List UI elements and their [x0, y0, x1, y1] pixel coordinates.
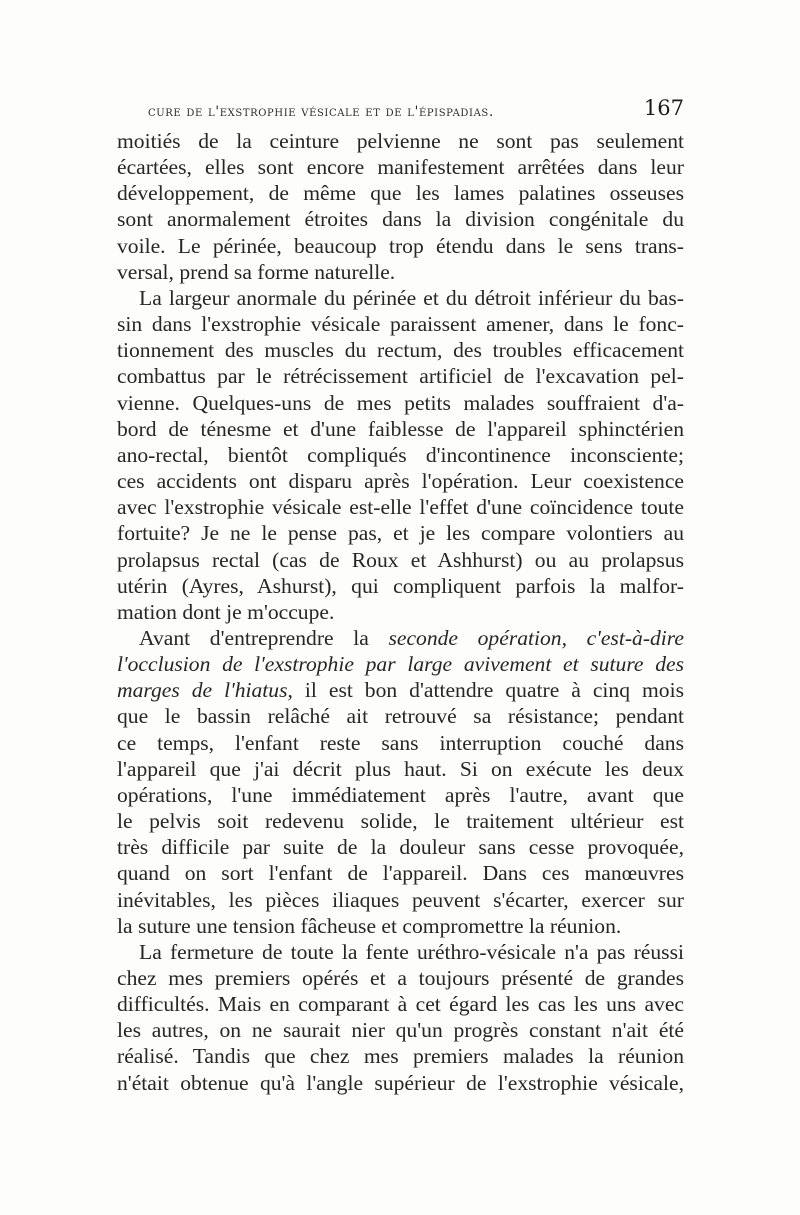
line-text: , il est bon d'attendre quatre à cinq mois	[287, 678, 684, 703]
italic-text: seconde opération, c'est-à-dire	[388, 625, 684, 650]
text-line	[117, 677, 684, 703]
text-line: sont anormalement étroites dans la division congénitale du	[117, 207, 684, 232]
text-line	[117, 703, 684, 729]
paragraph	[117, 128, 684, 285]
text-line: chez mes premiers opérés et a toujours présenté de grandes	[117, 966, 684, 990]
body-text	[117, 128, 684, 1096]
italic-text: marges de l'hiatus	[117, 678, 288, 703]
text-line	[117, 651, 684, 677]
line-text: le pelvis soit redevenu solide, le traitement ultérieur est	[117, 809, 684, 834]
text-line: moitiés de la ceinture pelvienne ne sont pas seulement	[117, 129, 684, 153]
line-text: que le bassin relâché ait retrouvé sa résistance; pendant	[117, 704, 684, 729]
text-line: écartées, elles sont encore manifestement arrêtées dans leur	[117, 155, 684, 180]
running-head: cure de l'exstrophie vésicale et de l'épispadias.	[148, 104, 494, 120]
page-header	[118, 96, 684, 128]
text-line: mation dont je m'occupe.	[117, 599, 335, 624]
line-text: l'appareil que j'ai décrit plus haut. Si on exécute les deux	[117, 756, 684, 781]
line-text: très difficile par suite de la douleur sans cesse provoquée,	[117, 835, 684, 860]
text-line	[117, 808, 684, 834]
text-line: réalisé. Tandis que chez mes premiers malades la réunion	[117, 1044, 684, 1069]
text-line: ces accidents ont disparu après l'opération. Leur coexistence	[117, 469, 684, 494]
text-line	[117, 782, 684, 808]
text-line: sin dans l'exstrophie vésicale paraissent amener, dans le fonc-	[117, 312, 684, 337]
text-line	[117, 860, 684, 886]
text-line	[117, 834, 684, 860]
text-line: combattus par le rétrécissement artificiel de l'excavation pel-	[117, 364, 684, 389]
text-line: difficultés. Mais en comparant à cet égard les cas les uns avec	[117, 992, 684, 1017]
line-text: Avant d'entreprendre la	[139, 625, 389, 650]
text-line: ano-rectal, bientôt compliqués d'incontinence inconsciente;	[117, 442, 684, 467]
text-line: vienne. Quelques-uns de mes petits malades souffraient d'a-	[117, 390, 684, 415]
paragraph	[117, 939, 684, 1096]
line-text: inévitables, les pièces iliaques peuvent s'écarter, exercer sur	[117, 887, 684, 912]
text-line: prolapsus rectal (cas de Roux et Ashhurst) ou au prolapsus	[117, 547, 684, 572]
text-line: versal, prend sa forme naturelle.	[117, 259, 396, 284]
text-line	[117, 625, 684, 651]
line-text: la suture une tension fâcheuse et compromettre la réunion.	[117, 913, 622, 938]
paragraph	[117, 625, 684, 939]
text-line	[117, 730, 684, 756]
italic-text: l'occlusion de l'exstrophie par large avivement et suture des	[117, 652, 684, 677]
line-text: quand on sort l'enfant de l'appareil. Dans ces manœuvres	[117, 861, 684, 886]
text-line: développement, de même que les lames palatines osseuses	[117, 181, 684, 206]
text-line: les autres, on ne saurait nier qu'un progrès constant n'ait été	[117, 1018, 684, 1043]
text-line: voile. Le périnée, beaucoup trop étendu dans le sens trans-	[117, 233, 684, 258]
text-line: utérin (Ayres, Ashurst), qui compliquent parfois la malfor-	[117, 573, 684, 598]
text-line: La fermeture de toute la fente uréthro-vésicale n'a pas réussi	[139, 939, 684, 964]
text-line: La largeur anormale du périnée et du détroit inférieur du bas-	[139, 285, 684, 310]
text-line: fortuite? Je ne le pense pas, et je les compare volontiers au	[117, 521, 684, 546]
text-line	[117, 756, 684, 782]
text-line: tionnement des muscles du rectum, des troubles efficacement	[117, 338, 684, 363]
paragraph	[117, 285, 684, 625]
text-line: n'était obtenue qu'à l'angle supérieur de l'exstrophie vésicale,	[117, 1070, 684, 1095]
text-line	[117, 887, 684, 913]
text-line: bord de ténesme et d'une faiblesse de l'appareil sphinctérien	[117, 416, 684, 441]
line-text: opérations, l'une immédiatement après l'autre, avant que	[117, 782, 684, 807]
text-line: avec l'exstrophie vésicale est-elle l'effet d'une coïncidence toute	[117, 495, 684, 520]
page-number: 167	[643, 96, 684, 120]
text-line	[117, 913, 684, 939]
line-text: ce temps, l'enfant reste sans interruption couché dans	[117, 730, 684, 755]
